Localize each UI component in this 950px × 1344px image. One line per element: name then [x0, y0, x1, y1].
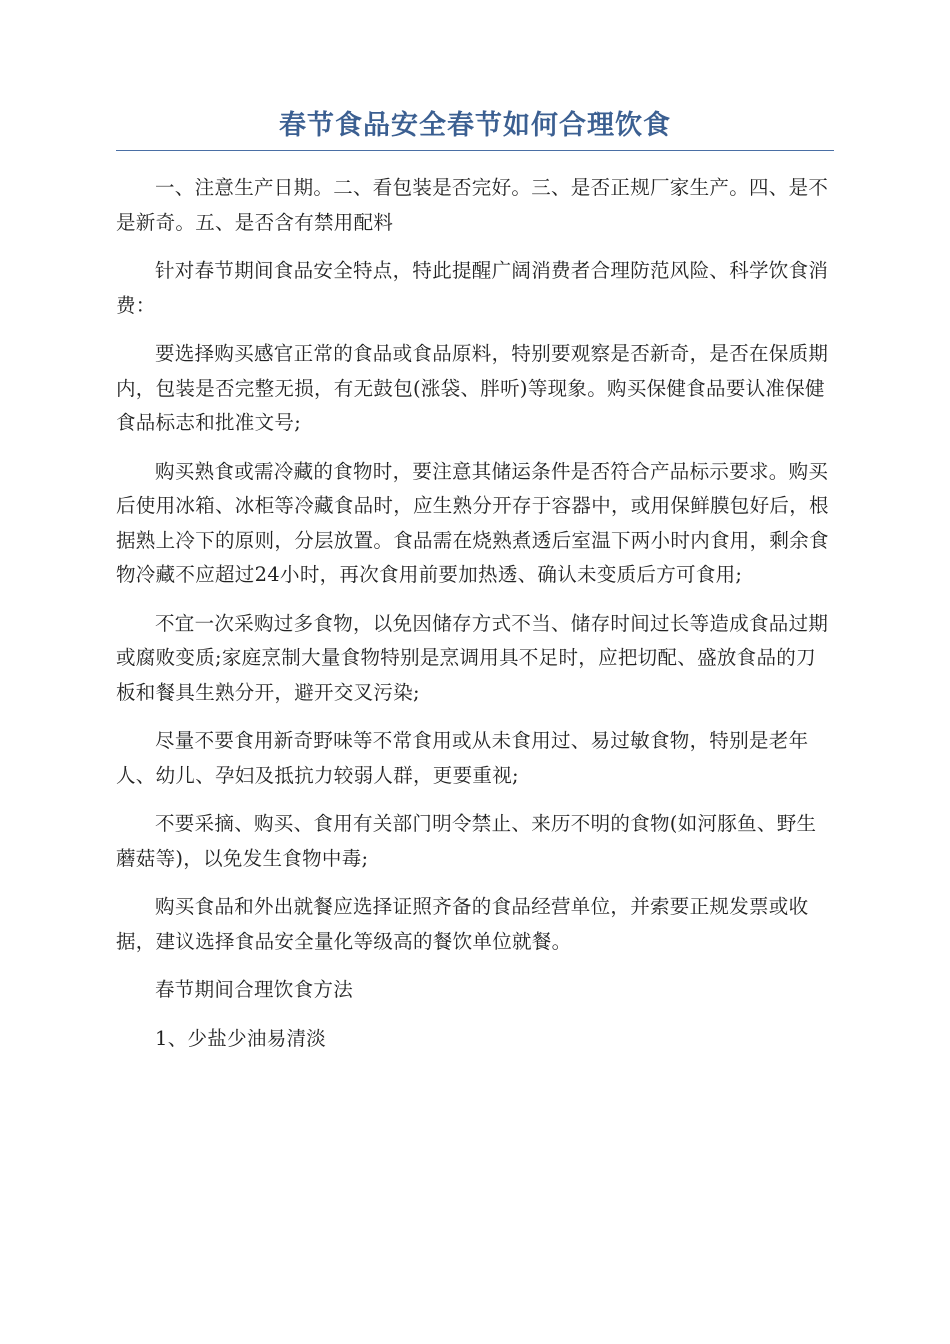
list-item: 1、少盐少油易清淡: [155, 1026, 327, 1050]
paragraph-dining: 购买食品和外出就餐应选择证照齐备的食品经营单位，并索要正规发票或收据，建议选择食品安全量化等级高的餐饮单位就餐。: [116, 895, 809, 953]
paragraph-purchase: 要选择购买感官正常的食品或食品原料，特别要观察是否新奇，是否在保质期内，包装是否完整无损，有无鼓包(涨袋、胖听)等现象。购买保健食品要认准保健食品标志和批准文号;: [116, 342, 829, 434]
document-page: [116, 108, 834, 1070]
page-title: 春节食品安全春节如何合理饮食: [116, 108, 834, 151]
paragraph-intro: 针对春节期间食品安全特点，特此提醒广阔消费者合理防范风险、科学饮食消费：: [116, 259, 829, 317]
paragraph-checklist: 一、注意生产日期。二、看包装是否完好。三、是否正规厂家生产。四、是不是新奇。五、是否含有禁用配料: [116, 176, 829, 234]
paragraph-quantity: 不宜一次采购过多食物，以免因储存方式不当、储存时间过长等造成食品过期或腐败变质;家庭烹制大量食物特别是烹调用具不足时，应把切配、盛放食品的刀板和餐具生熟分开，避开交叉污染;: [116, 611, 829, 704]
section-heading: 春节期间合理饮食方法: [155, 978, 354, 1001]
paragraph-prohibited: 不要采摘、购买、食用有关部门明令禁止、来历不明的食物(如河豚鱼、野生蘑菇等)，以免发生食物中毒;: [116, 812, 817, 870]
paragraph-wild-food: 尽量不要食用新奇野味等不常食用或从未食用过、易过敏食物，特别是老年人、幼儿、孕妇及抵抗力较弱人群，更要重视;: [116, 729, 809, 787]
document-body: [116, 171, 834, 1056]
paragraph-storage: 购买熟食或需冷藏的食物时，要注意其储运条件是否符合产品标示要求。购买后使用冰箱、冰柜等冷藏食品时，应生熟分开存于容器中，或用保鲜膜包好后，根据熟上冷下的原则，分层放置。食品需在烧熟煮透后室温下两小时内食用，剩余食物冷藏不应超过24小时，再次食用前要加热透、确认未变质后方可食用;: [116, 459, 829, 586]
